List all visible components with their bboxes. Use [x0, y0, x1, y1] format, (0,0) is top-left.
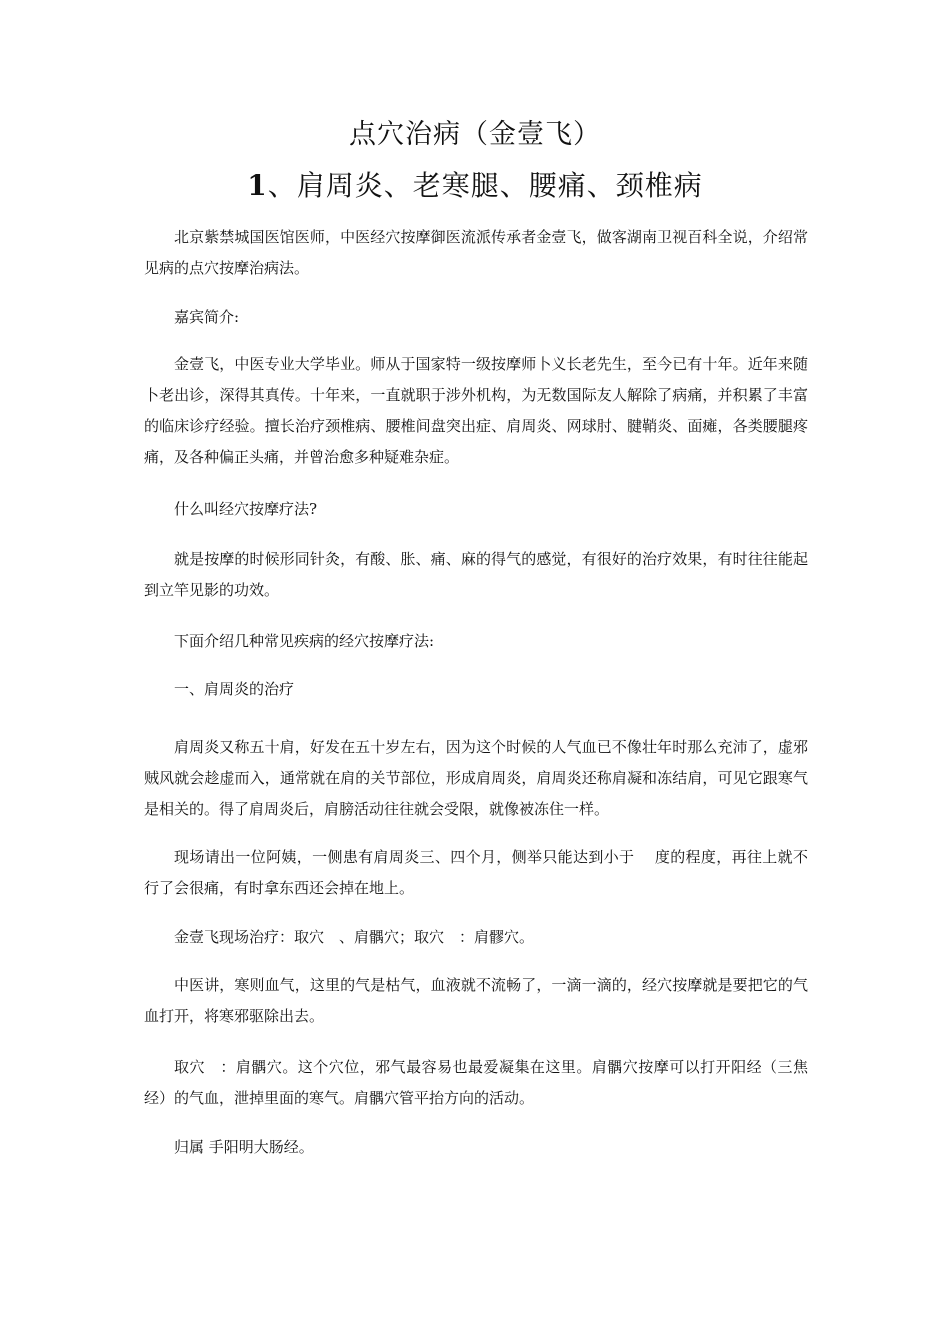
- intro-paragraph: 北京紫禁城国医馆医师，中医经穴按摩御医流派传承者金壹飞，做客湖南卫视百科全说，介绍常见病的点穴按摩治病法。: [144, 228, 808, 277]
- document-title: 点穴治病（金壹飞）: [349, 119, 601, 150]
- section1-paragraph-1: 肩周炎又称五十肩，好发在五十岁左右，因为这个时候的人气血已不像壮年时那么充沛了，虚邪贼风就会趁虚而入，通常就在肩的关节部位，形成肩周炎，肩周炎还称肩凝和冻结肩，可见它跟寒气是相关的。得了肩周炎后，肩膀活动往往就会受限，就像被冻住一样。: [144, 738, 808, 818]
- section1-heading: 一、肩周炎的治疗: [174, 680, 295, 698]
- subtitle-text: 、肩周炎、老寒腿、腰痛、颈椎病: [267, 169, 703, 202]
- section1-paragraph-6: 归属 手阳明大肠经。: [174, 1138, 314, 1156]
- guest-heading: 嘉宾简介:: [174, 308, 240, 326]
- section1-paragraph-4: 中医讲，寒则血气，这里的气是枯气，血液就不流畅了，一滴一滴的，经穴按摩就是要把它的气血打开，将寒邪驱除出去。: [144, 976, 808, 1025]
- document-subtitle: [0, 164, 950, 204]
- section1-paragraph-5: 取穴 ：肩髃穴。这个穴位，邪气最容易也最爱凝集在这里。肩髃穴按摩可以打开阳经（三焦经）的气血，泄掉里面的寒气。肩髃穴管平抬方向的活动。: [144, 1058, 808, 1107]
- section1-paragraph-2: 现场请出一位阿姨，一侧患有肩周炎三、四个月，侧举只能达到小于 度的程度，再往上就不行了会很痛，有时拿东西还会掉在地上。: [144, 848, 808, 897]
- section1-paragraph-3: 金壹飞现场治疗：取穴 、肩髃穴；取穴 ：肩髎穴。: [174, 928, 535, 946]
- guest-bio-paragraph: 金壹飞，中医专业大学毕业。师从于国家特一级按摩师卜义长老先生，至今已有十年。近年来随卜老出诊，深得其真传。十年来，一直就职于涉外机构，为无数国际友人解除了病痛，并积累了丰富的临床诊疗经验。擅长治疗颈椎病、腰椎间盘突出症、肩周炎、网球肘、腱鞘炎、面瘫，各类腰腿疼痛，及各种偏正头痛，并曾治愈多种疑难杂症。: [144, 355, 808, 466]
- list-intro-paragraph: 下面介绍几种常见疾病的经穴按摩疗法:: [174, 632, 435, 650]
- subtitle-number: 1: [247, 169, 268, 202]
- answer-paragraph: 就是按摩的时候形同针灸，有酸、胀、痛、麻的得气的感觉，有很好的治疗效果，有时往往能起到立竿见影的功效。: [144, 550, 808, 599]
- question-paragraph: 什么叫经穴按摩疗法?: [174, 500, 318, 518]
